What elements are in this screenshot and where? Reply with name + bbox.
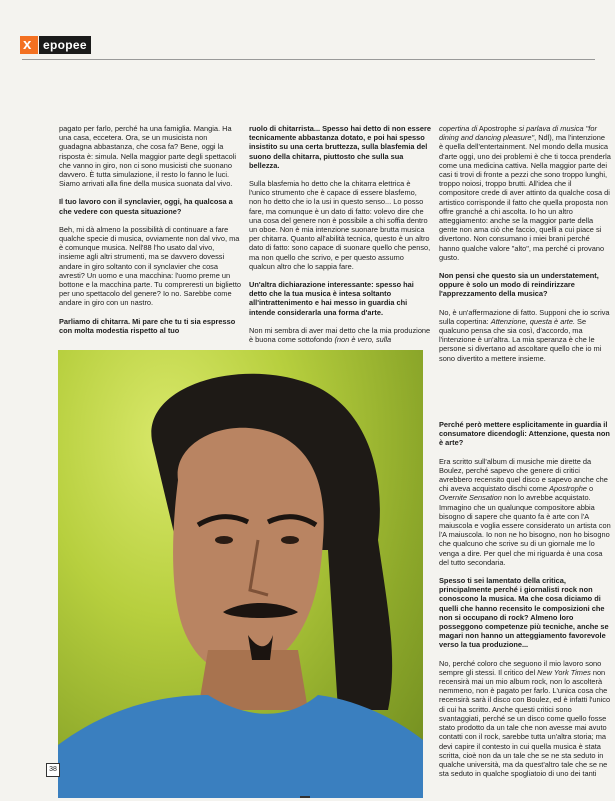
portrait-photo bbox=[58, 350, 423, 798]
text-run: ruolo di chitarrista... Spesso hai detto di non essere tecnicamente abbastanza dotato, e poi hai spesso insistito su una certa bruttezza, sulla blasfemia del suono della chitarra, piuttosto che sulla sua bellezza. bbox=[249, 124, 431, 170]
interview-question bbox=[439, 420, 611, 448]
text-run: pagato per farlo, perché ha una famiglia. Mangia. Ha una casa, eccetera. Ora, se un musicista non guadagna abbastanza, che cosa fa? Bene, oggi la risposta è: simula. Nella maggior parte degli spettacoli che vanno in giro, non ci sono musicisti che suonano davvero. È tutta simulazione, il resto lo fanno le luci. Siamo arrivati alla fine della musica suonata dal vivo. bbox=[59, 124, 237, 189]
page-number: 38 bbox=[46, 763, 60, 777]
column-3-top bbox=[439, 124, 611, 372]
text-run: Se qualcuno pensa che sia così, d'accordo, ma l'intenzione è un'altra. La mia speranza è che le persone si divertano ad ascoltare quello che io mi sono divertito a mettere insieme. bbox=[439, 316, 602, 363]
italic-text: New York Times bbox=[537, 667, 591, 677]
text-run: Non mi sembra di aver mai detto che la mia produzione è buona come sottofondo bbox=[249, 325, 431, 345]
interview-question bbox=[59, 197, 241, 215]
magazine-title: epopee bbox=[39, 36, 91, 54]
text-run: No, è un'affermazione di fatto. Supponi che io scriva sulla copertina: bbox=[439, 307, 610, 326]
text-run: Apostrophe bbox=[477, 124, 519, 133]
interview-answer bbox=[249, 179, 431, 271]
text-run: Sulla blasfemia ho detto che la chitarra elettrica è l'unico strumento che è capace di essere blasfemo, non ho detto che io la usi in questo senso... Lo posso fare, ma comunque è un dato di fatto: volevo dire che una cosa del genere non è possibile a chi soffia dentro un oboe. Non è mia intenzione suonare brutta musica per chitarra. Quanto all'abilità tecnica, questo è un altro dato di fatto: sono capace di suonare quello che penso, ma non quello che scrivo, e per questo assumo qualcun altro che lo sappia fare. bbox=[249, 179, 431, 271]
text-run: o bbox=[586, 484, 594, 494]
interview-answer bbox=[439, 659, 611, 779]
interview-question bbox=[249, 124, 431, 170]
interview-answer bbox=[439, 457, 611, 567]
interview-answer bbox=[59, 124, 241, 188]
text-run: Perché però mettere esplicitamente in guardia il consumatore dicendogli: Attenzione, questa non è arte? bbox=[439, 420, 610, 448]
interview-answer bbox=[439, 124, 611, 262]
italic-text: Attenzione, questa è arte. bbox=[490, 316, 575, 326]
column-3-bottom bbox=[439, 420, 611, 787]
header-rule bbox=[22, 59, 595, 60]
x-badge-letter: x bbox=[23, 36, 32, 53]
interview-question bbox=[249, 280, 431, 317]
text-run: Un'altra dichiarazione interessante: spesso hai detto che la tua musica è intesa soltanto all'intrattenimento e hai messo in guardia chi intende considerarla una forma d'arte. bbox=[249, 280, 414, 317]
interview-answer bbox=[59, 225, 241, 308]
text-run: Non pensi che questo sia un understatement, oppure è solo un modo di reindirizzare l'apprezzamento della musica? bbox=[439, 271, 599, 299]
interview-question bbox=[439, 576, 611, 650]
text-run: Spesso ti sei lamentato della critica, principalmente perché i giornalisti rock non conoscono la musica. Ma che cosa diciamo di quelli che hanno recensito le composizioni che non si occupano di rock? Almeno loro posseggono competenze più tecniche, anche se magari non hanno un atteggiamento favorevole verso la tua produzione... bbox=[439, 576, 609, 650]
interview-question bbox=[59, 317, 241, 335]
interview-answer bbox=[439, 308, 611, 363]
text-run: Il tuo lavoro con il synclavier, oggi, ha qualcosa a che vedere con questa situazione? bbox=[59, 197, 233, 216]
text-run: Parliamo di chitarra. Mi pare che tu ti sia espresso con molta modestia rispetto al tuo bbox=[59, 316, 236, 335]
text-run: Beh, mi dà almeno la possibilità di continuare a fare qualche specie di musica, ovviamente non dal vivo, ma è comunque musica. Nell'88 l'ho usato dal vivo, insieme agli altri strumenti, ma se davvero dovessi andare in giro soltanto con il synclavier che cosa avresti? Un uomo e una macchina: l'uomo preme un bottone e la macchina parte. Tu compreresti un biglietto per uno spettacolo del genere? Io no. Sarebbe come andare in giro con un nastro. bbox=[59, 224, 241, 308]
interview-answer bbox=[249, 326, 431, 344]
column-1 bbox=[59, 124, 241, 344]
text-run: , Ndl), ma l'intenzione è quella dell'entertainment. Nel mondo della musica d'arte oggi, uno dei problemi è che ti tocca prenderla come una medicina cattiva. Nella maggior parte dei casi ti trovi di fronte a pezzi che sono troppo lunghi, troppo noiosi, troppo brutti. All'idea che il compositore crede di aver attinto da qualche cosa di artistico corrisponde il fatto che quella proposta non offre granché a chi ascolta. Io ho un altro atteggiamento: anche se la maggior parte della gente non ama ciò che faccio, quelli a cui piace si divertono. Non consumano i miei brani perché hanno qualche valore "alto", ma perché ci provano gusto. bbox=[439, 133, 611, 262]
portrait-photo-icon bbox=[58, 350, 423, 798]
column-2 bbox=[249, 124, 431, 353]
text-run: Era scritto sull'album di musiche mie dirette da Boulez, perché sapevo che genere di critici avrebbero recensito quel disco e sapevo anche che chi aveva acquistato dischi come bbox=[439, 456, 608, 494]
magazine-header bbox=[20, 36, 91, 54]
italic-text: Apostrophe bbox=[549, 484, 587, 494]
interview-question bbox=[439, 271, 611, 299]
italic-text: copertina di bbox=[439, 124, 478, 133]
text-run: non recensirà mai un mio album rock, non lo ascolterà nemmeno, non è pagato per farlo. L'unica cosa che recensirà sarà il disco con Boulez, ed è infatti l'unico di cui ha scritto. Anche questi critici sono svantaggiati, perché se un disco come quello fosse stato prodotto da un tale che non avesse mai avuto contatti con il rock, sarebbe tutta un'altra storia; ma devi capire il contesto in cui quella musica è stata scritta, cioè non da un tale che se ne sta seduto in qualche università, ma da quest'altro tale che se ne sta seduto in qualche spogliatoio di uno dei tanti bbox=[439, 667, 611, 779]
x-badge bbox=[20, 36, 38, 54]
italic-text: Overnite Sensation bbox=[439, 493, 502, 503]
italic-text: (non è vero, sulla bbox=[334, 335, 392, 345]
text-run: No, perché coloro che seguono il mio lavoro sono sempre gli stessi. Il critico del bbox=[439, 658, 602, 677]
italic-text: si parlava di musica "for dining and dancing pleasure" bbox=[439, 124, 597, 143]
crop-mark bbox=[300, 796, 310, 798]
text-run: non lo avrebbe acquistato. Immagino che un qualunque compositore abbia bisogno di sapere che quanto fa è arte con l'A maiuscola e voglia essere considerato un artista con l'A maiuscola. Io non ne ho bisogno, non ho bisogno che qualcuno che scrive su di un giornale me lo venga a dire. Per quel che mi riguarda è una cosa del tutto secondaria. bbox=[439, 493, 611, 567]
